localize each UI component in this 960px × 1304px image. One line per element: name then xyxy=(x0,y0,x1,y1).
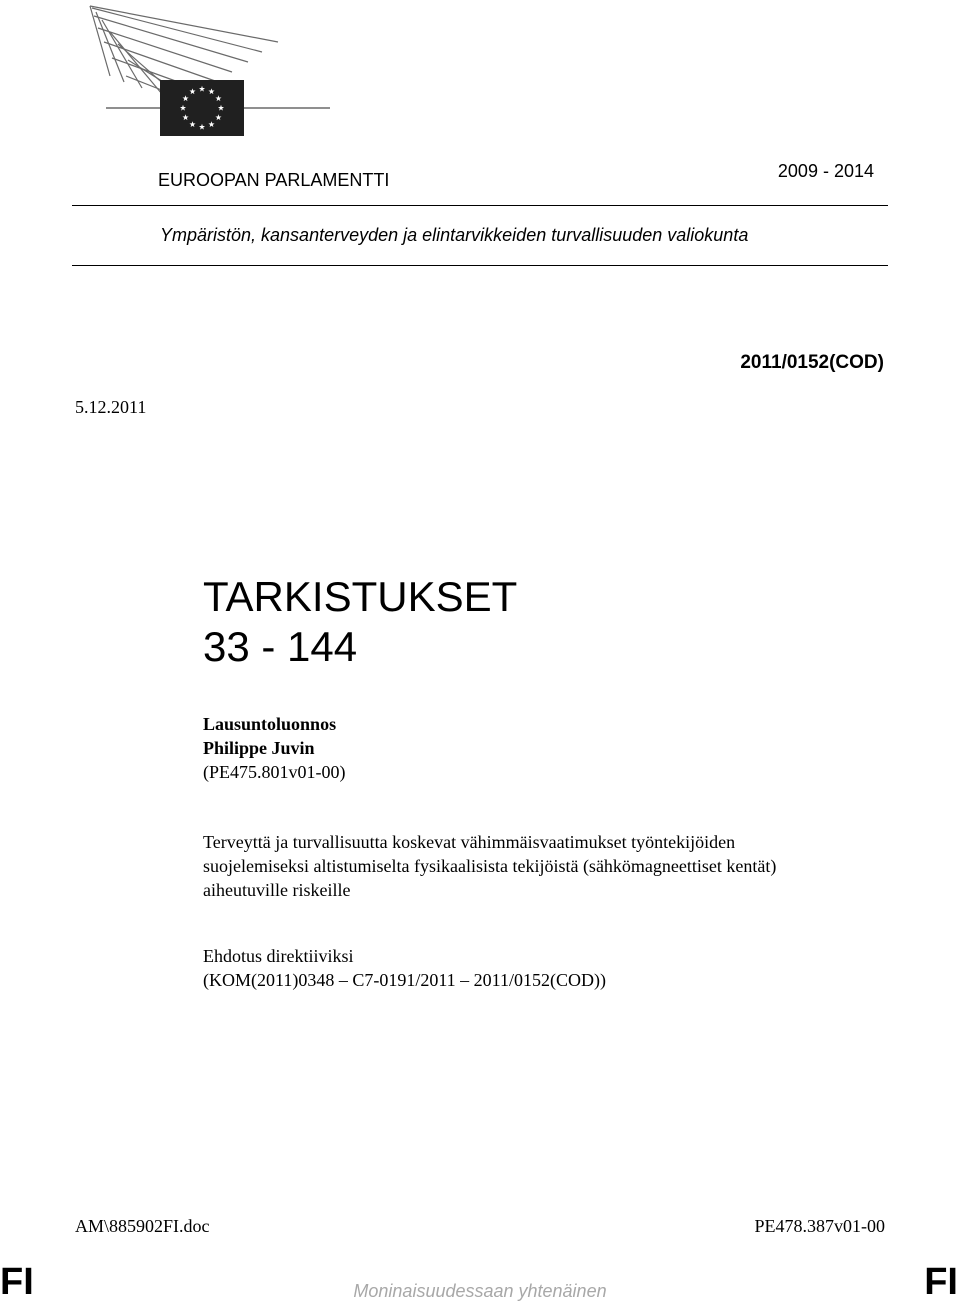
committee-name: Ympäristön, kansanterveyden ja elintarvikkeiden turvallisuuden valiokunta xyxy=(160,225,749,245)
parliament-name: EUROOPAN PARLAMENTTI xyxy=(158,170,390,190)
document-subject xyxy=(203,830,903,902)
draft-type: Lausuntoluonnos xyxy=(203,714,337,734)
subject-line: suojelemiseksi altistumiselta fysikaalisista tekijöistä (sähkömagneettiset kentät) xyxy=(203,856,777,876)
rapporteur-name: Philippe Juvin xyxy=(203,738,315,758)
parliamentary-term: 2009 - 2014 xyxy=(777,161,874,181)
subject-line: aiheutuville riskeille xyxy=(203,880,351,900)
file-name: AM\885902FI.doc xyxy=(75,1216,210,1236)
draft-reference: (PE475.801v01-00) xyxy=(203,762,346,782)
language-code-left: FI xyxy=(0,1261,34,1303)
procedure-reference: 2011/0152(COD) xyxy=(740,352,884,373)
subject-line: Terveyttä ja turvallisuutta koskevat vähimmäisvaatimukset työntekijöiden xyxy=(203,832,736,852)
eu-motto: Moninaisuudessaan yhtenäinen xyxy=(353,1281,607,1301)
language-code-right: FI xyxy=(924,1261,958,1303)
proposal-label: Ehdotus direktiiviksi xyxy=(203,946,354,966)
pe-number: PE478.387v01-00 xyxy=(754,1216,885,1236)
header-divider-bottom xyxy=(72,265,888,266)
european-parliament-logo xyxy=(82,2,342,142)
proposal-reference: (KOM(2011)0348 – C7-0191/2011 – 2011/0152(COD)) xyxy=(203,970,606,990)
amendment-range: 33 - 144 xyxy=(203,623,358,670)
header-divider xyxy=(72,205,888,206)
document-title: TARKISTUKSET xyxy=(203,573,518,620)
document-date: 5.12.2011 xyxy=(75,397,147,417)
